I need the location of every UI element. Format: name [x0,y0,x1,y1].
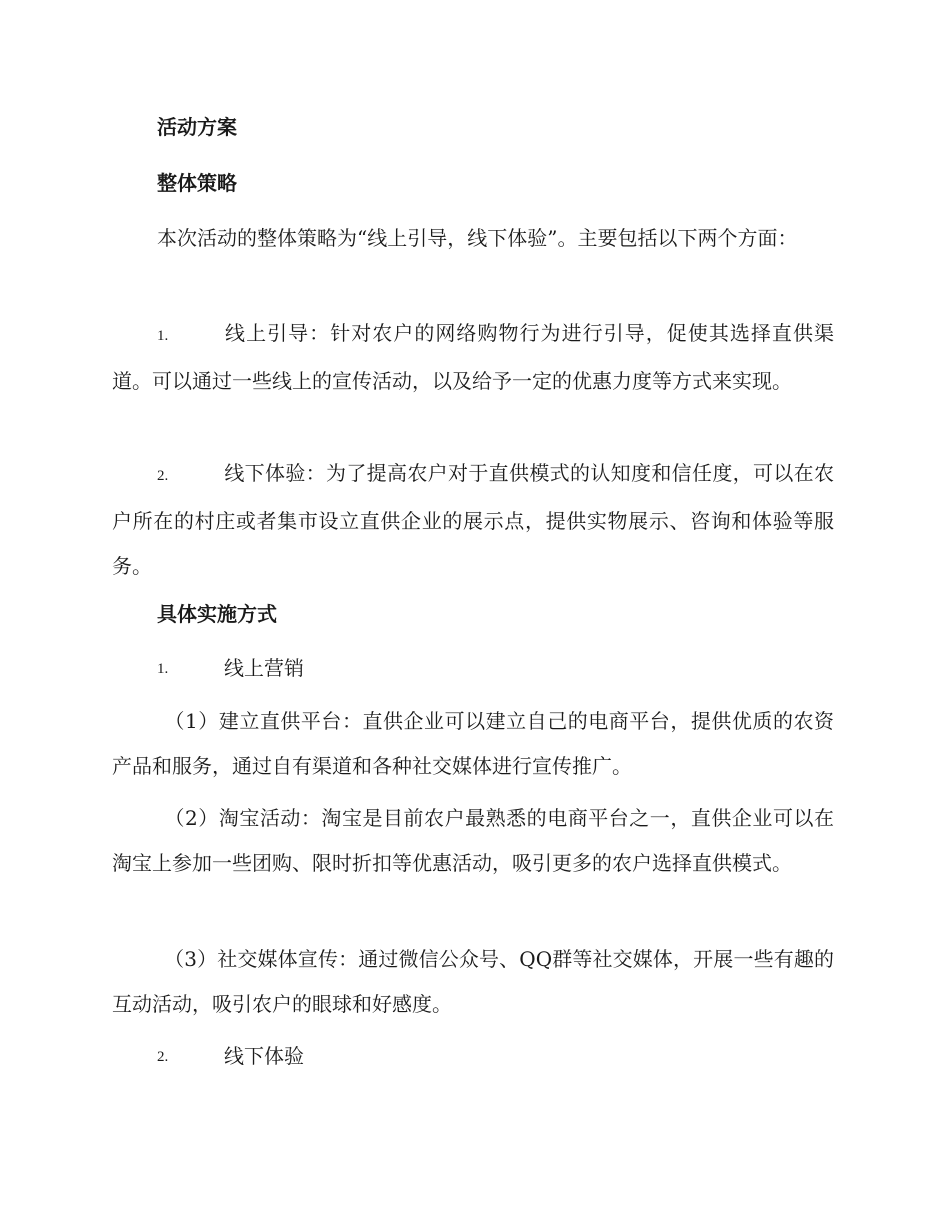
point-paragraph-1 [112,699,834,789]
sub-number-2: 2. [157,1049,169,1065]
point-text: （3）社交媒体宣传：通过微信公众号、QQ群等社交媒体，开展一些有趣的互动活动，吸引农户的眼球和好感度。 [112,947,834,1016]
point-paragraph-2 [112,796,834,886]
intro-text: 本次活动的整体策略为“线上引导，线下体验”。主要包括以下两个方面： [157,226,798,250]
sub-heading-online-marketing: 线上营销 [224,656,304,680]
intro-paragraph [112,216,834,261]
section-heading-implementation: 具体实施方式 [157,602,277,626]
list-item-text: 线上引导：针对农户的网络购物行为进行引导，促使其选择直供渠道。可以通过一些线上的宣传活动，以及给予一定的优惠力度等方式来实现。 [112,321,834,393]
point-text: （1）建立直供平台：直供企业可以建立自己的电商平台，提供优质的农资产品和服务，通过自有渠道和各种社交媒体进行宣传推广。 [112,709,834,778]
strategy-item-1 [112,311,834,404]
strategy-item-2 [112,451,834,589]
list-number: 1. [157,328,169,344]
document-title: 活动方案 [157,115,237,139]
point-paragraph-3 [112,937,834,1027]
point-text: （2）淘宝活动：淘宝是目前农户最熟悉的电商平台之一，直供企业可以在淘宝上参加一些团购、限时折扣等优惠活动，吸引更多的农户选择直供模式。 [112,806,834,875]
sub-heading-offline-experience: 线下体验 [224,1044,304,1068]
sub-number-1: 1. [157,661,169,677]
list-item-text: 线下体验：为了提高农户对于直供模式的认知度和信任度，可以在农户所在的村庄或者集市设立直供企业的展示点，提供实物展示、咨询和体验等服务。 [112,461,834,578]
list-number: 2. [157,468,169,484]
section-heading-overall-strategy: 整体策略 [157,171,237,195]
